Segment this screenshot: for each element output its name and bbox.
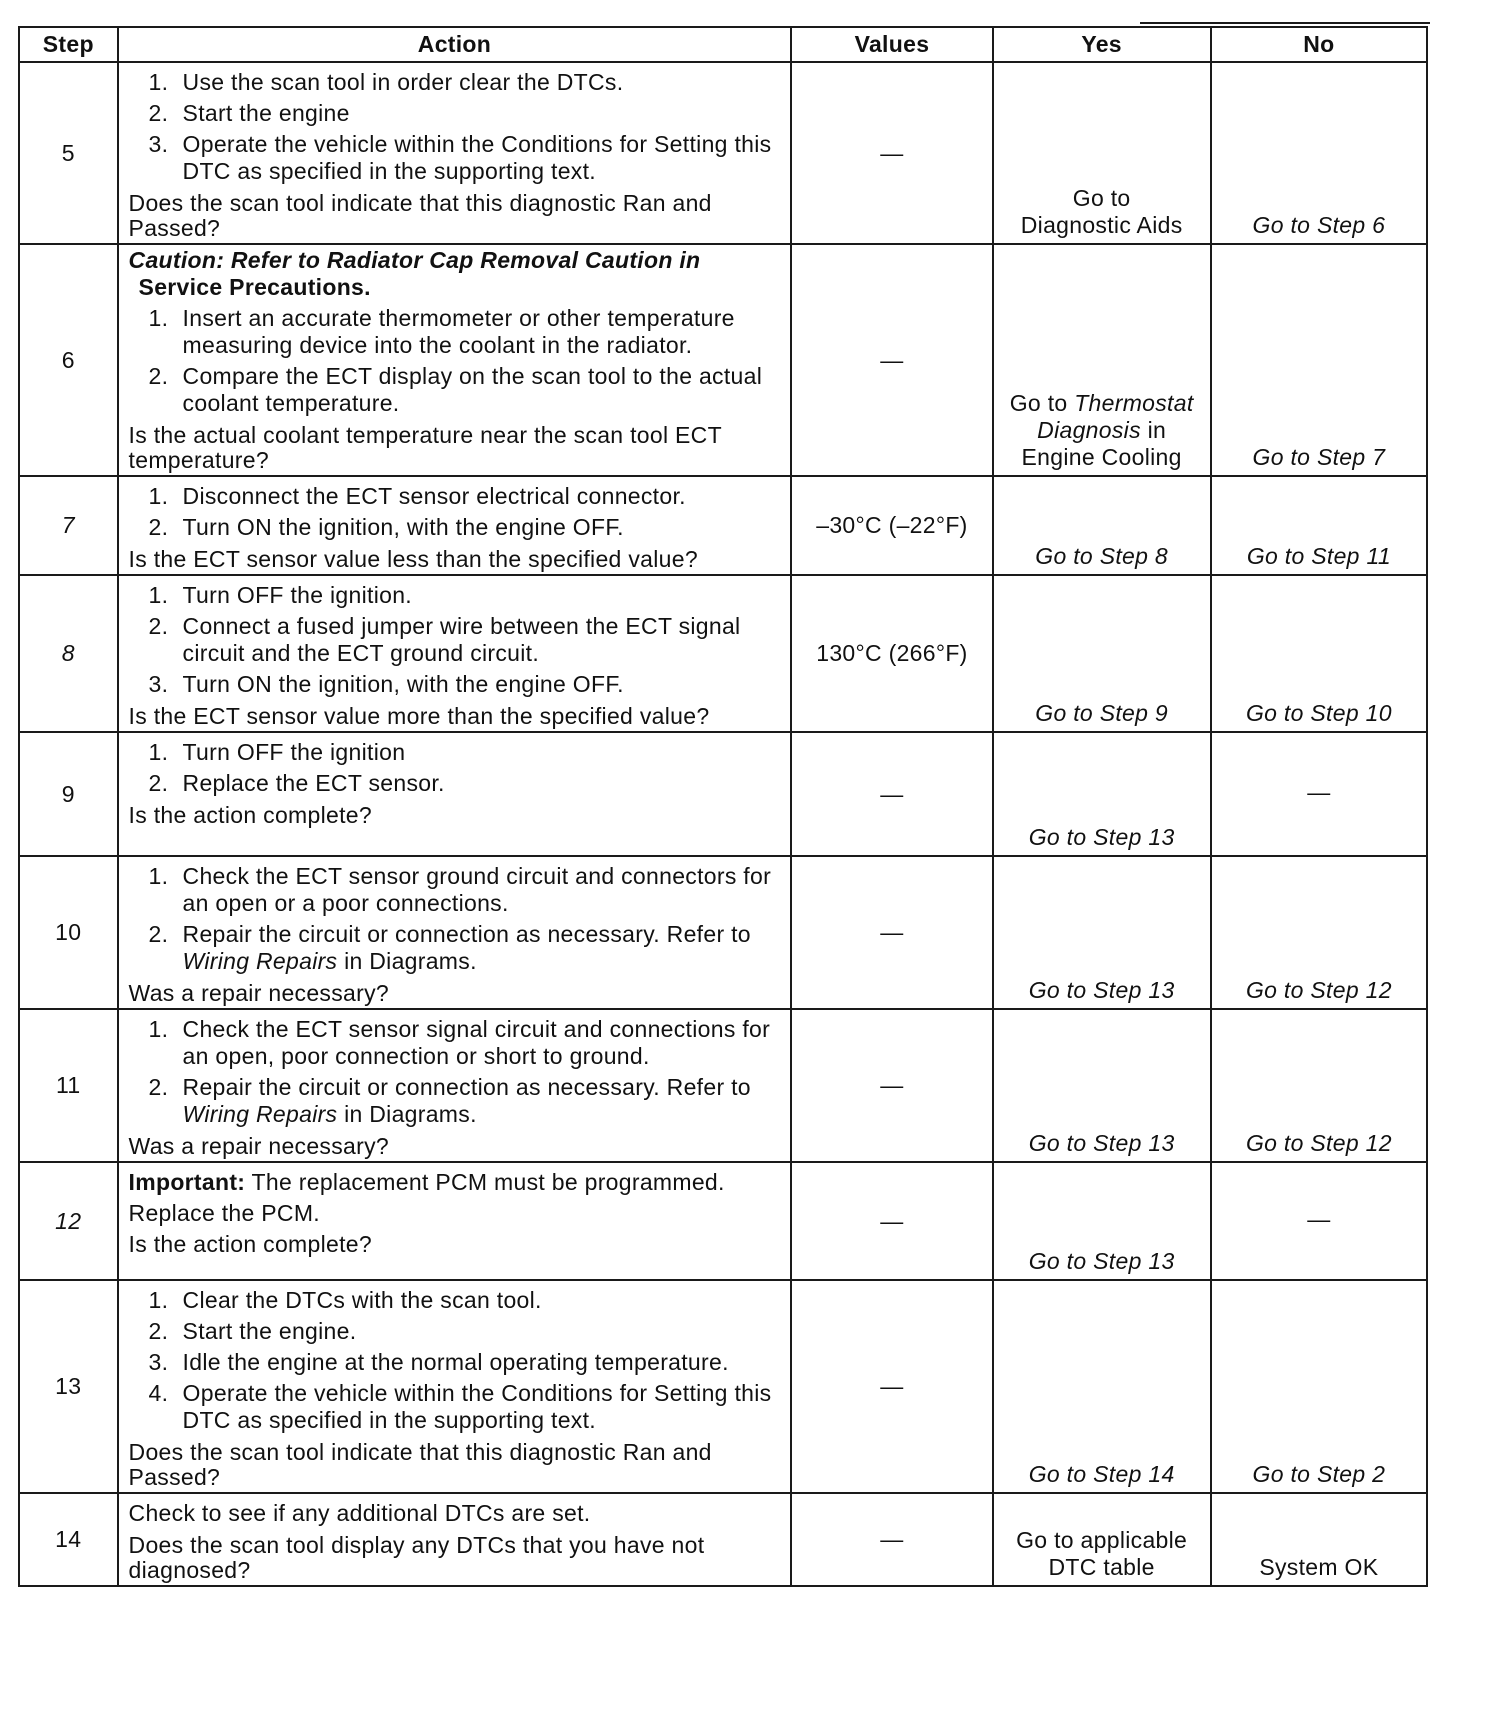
action-cell (118, 1162, 792, 1280)
no-cell: — (1211, 1162, 1427, 1280)
value-cell: — (791, 1493, 992, 1586)
important-note: Important: The replacement PCM must be programmed. (128, 1169, 725, 1195)
action-item: 1. Check the ECT sensor signal circuit and connections for an open, poor connection or short to ground. (148, 1016, 771, 1069)
step-number: 14 (19, 1493, 118, 1586)
table-row-step-11 (19, 1009, 1427, 1162)
step-number: 9 (19, 732, 118, 856)
yes-cell: Go to Step 13 (993, 732, 1211, 856)
wiring-repairs-link[interactable]: Wiring Repairs (182, 948, 338, 974)
action-instruction: Check to see if any additional DTCs are set. (128, 1500, 591, 1526)
action-question: Does the scan tool indicate that this diagnostic Ran and Passed? (128, 190, 712, 241)
action-cell (118, 244, 792, 476)
header-no: No (1211, 27, 1427, 62)
no-cell: Go to Step 12 (1211, 1009, 1427, 1162)
action-cell (118, 1009, 792, 1162)
table-row-step-9 (19, 732, 1427, 856)
action-cell (118, 1280, 792, 1493)
step-number: 13 (19, 1280, 118, 1493)
action-item: 2. Connect a fused jumper wire between the ECT signal circuit and the ECT ground circuit. (148, 613, 741, 666)
action-item: 1. Insert an accurate thermometer or other temperature measuring device into the coolant in the radiator. (148, 305, 735, 358)
action-item: 2. Turn ON the ignition, with the engine OFF. (148, 514, 624, 540)
table-row-step-7 (19, 476, 1427, 575)
action-question: Does the scan tool display any DTCs that you have not diagnosed? (128, 1532, 705, 1583)
value-cell: — (791, 62, 992, 244)
yes-cell: Go to Step 13 (993, 1009, 1211, 1162)
action-cell (118, 476, 792, 575)
step-number: 7 (19, 476, 118, 575)
action-item: 2. Replace the ECT sensor. (148, 770, 445, 796)
value-cell: — (791, 1162, 992, 1280)
action-item: 3. Idle the engine at the normal operating temperature. (148, 1349, 729, 1375)
action-question: Is the action complete? (128, 802, 372, 828)
action-cell (118, 62, 792, 244)
table-row-step-13 (19, 1280, 1427, 1493)
no-cell: Go to Step 7 (1211, 244, 1427, 476)
action-question: Is the ECT sensor value less than the specified value? (128, 546, 698, 572)
action-item: 1. Clear the DTCs with the scan tool. (148, 1287, 542, 1313)
action-cell (118, 575, 792, 732)
no-cell: Go to Step 10 (1211, 575, 1427, 732)
caution-note-target: Service Precautions. (138, 274, 371, 300)
yes-cell: Go to applicable DTC table (993, 1493, 1211, 1586)
value-cell: — (791, 1280, 992, 1493)
no-cell: System OK (1211, 1493, 1427, 1586)
yes-cell: Go to Step 13 (993, 1162, 1211, 1280)
action-question: Does the scan tool indicate that this diagnostic Ran and Passed? (128, 1439, 712, 1490)
table-row-step-5 (19, 62, 1427, 244)
caution-note: Caution: Refer to Radiator Cap Removal Caution in (128, 247, 701, 273)
no-cell: Go to Step 2 (1211, 1280, 1427, 1493)
header-row (19, 27, 1427, 62)
action-item: 2. Start the engine. (148, 1318, 357, 1344)
value-cell: 130°C (266°F) (791, 575, 992, 732)
table-row-step-10 (19, 856, 1427, 1009)
header-top-rule (1140, 22, 1430, 24)
action-question: Was a repair necessary? (128, 980, 389, 1006)
action-item: 2. Start the engine (148, 100, 350, 126)
step-number: 8 (19, 575, 118, 732)
diagnostic-table (18, 26, 1428, 1587)
yes-cell: Go to Step 8 (993, 476, 1211, 575)
action-item: 2. Compare the ECT display on the scan tool to the actual coolant temperature. (148, 363, 763, 416)
no-cell: — (1211, 732, 1427, 856)
action-question: Is the ECT sensor value more than the specified value? (128, 703, 710, 729)
action-item: 4. Operate the vehicle within the Conditions for Setting this DTC as specified in the supporting text. (148, 1380, 772, 1433)
value-cell: — (791, 1009, 992, 1162)
yes-cell: Go to Step 13 (993, 856, 1211, 1009)
table-row-step-8 (19, 575, 1427, 732)
action-item: 1. Use the scan tool in order clear the DTCs. (148, 69, 624, 95)
action-item: 3. Turn ON the ignition, with the engine OFF. (148, 671, 624, 697)
value-cell: — (791, 856, 992, 1009)
value-cell: –30°C (–22°F) (791, 476, 992, 575)
action-item: 1. Check the ECT sensor ground circuit and connectors for an open or a poor connections. (148, 863, 772, 916)
step-number: 10 (19, 856, 118, 1009)
action-question: Was a repair necessary? (128, 1133, 389, 1159)
yes-cell: Go to Thermostat Diagnosis in Engine Cooling (993, 244, 1211, 476)
action-cell (118, 856, 792, 1009)
action-item: 2. Repair the circuit or connection as necessary. Refer to Wiring Repairs in Diagrams. (148, 921, 751, 974)
table-row-step-6 (19, 244, 1427, 476)
action-item: 3. Operate the vehicle within the Conditions for Setting this DTC as specified in the supporting text. (148, 131, 772, 184)
action-item: 1. Disconnect the ECT sensor electrical connector. (148, 483, 686, 509)
action-instruction: Replace the PCM. (128, 1200, 320, 1226)
value-cell: — (791, 244, 992, 476)
no-cell: Go to Step 6 (1211, 62, 1427, 244)
action-item: 2. Repair the circuit or connection as necessary. Refer to Wiring Repairs in Diagrams. (148, 1074, 751, 1127)
value-cell: — (791, 732, 992, 856)
yes-cell: Go to Step 14 (993, 1280, 1211, 1493)
header-action: Action (118, 27, 792, 62)
thermostat-diagnosis-link[interactable]: Thermostat (1074, 390, 1194, 416)
action-item: 1. Turn OFF the ignition. (148, 582, 412, 608)
yes-cell: Go to Step 9 (993, 575, 1211, 732)
action-cell (118, 732, 792, 856)
table-row-step-14 (19, 1493, 1427, 1586)
step-number: 5 (19, 62, 118, 244)
header-yes: Yes (993, 27, 1211, 62)
yes-cell: Go to Diagnostic Aids (993, 62, 1211, 244)
thermostat-diagnosis-link-2[interactable]: Diagnosis (1037, 417, 1141, 443)
header-values: Values (791, 27, 992, 62)
step-number: 6 (19, 244, 118, 476)
no-cell: Go to Step 11 (1211, 476, 1427, 575)
no-cell: Go to Step 12 (1211, 856, 1427, 1009)
step-number: 12 (19, 1162, 118, 1280)
action-item: 1. Turn OFF the ignition (148, 739, 406, 765)
action-cell (118, 1493, 792, 1586)
action-question: Is the actual coolant temperature near the scan tool ECT temperature? (128, 422, 722, 473)
table-row-step-12 (19, 1162, 1427, 1280)
wiring-repairs-link[interactable]: Wiring Repairs (182, 1101, 338, 1127)
step-number: 11 (19, 1009, 118, 1162)
header-step: Step (19, 27, 118, 62)
action-question: Is the action complete? (128, 1231, 372, 1257)
